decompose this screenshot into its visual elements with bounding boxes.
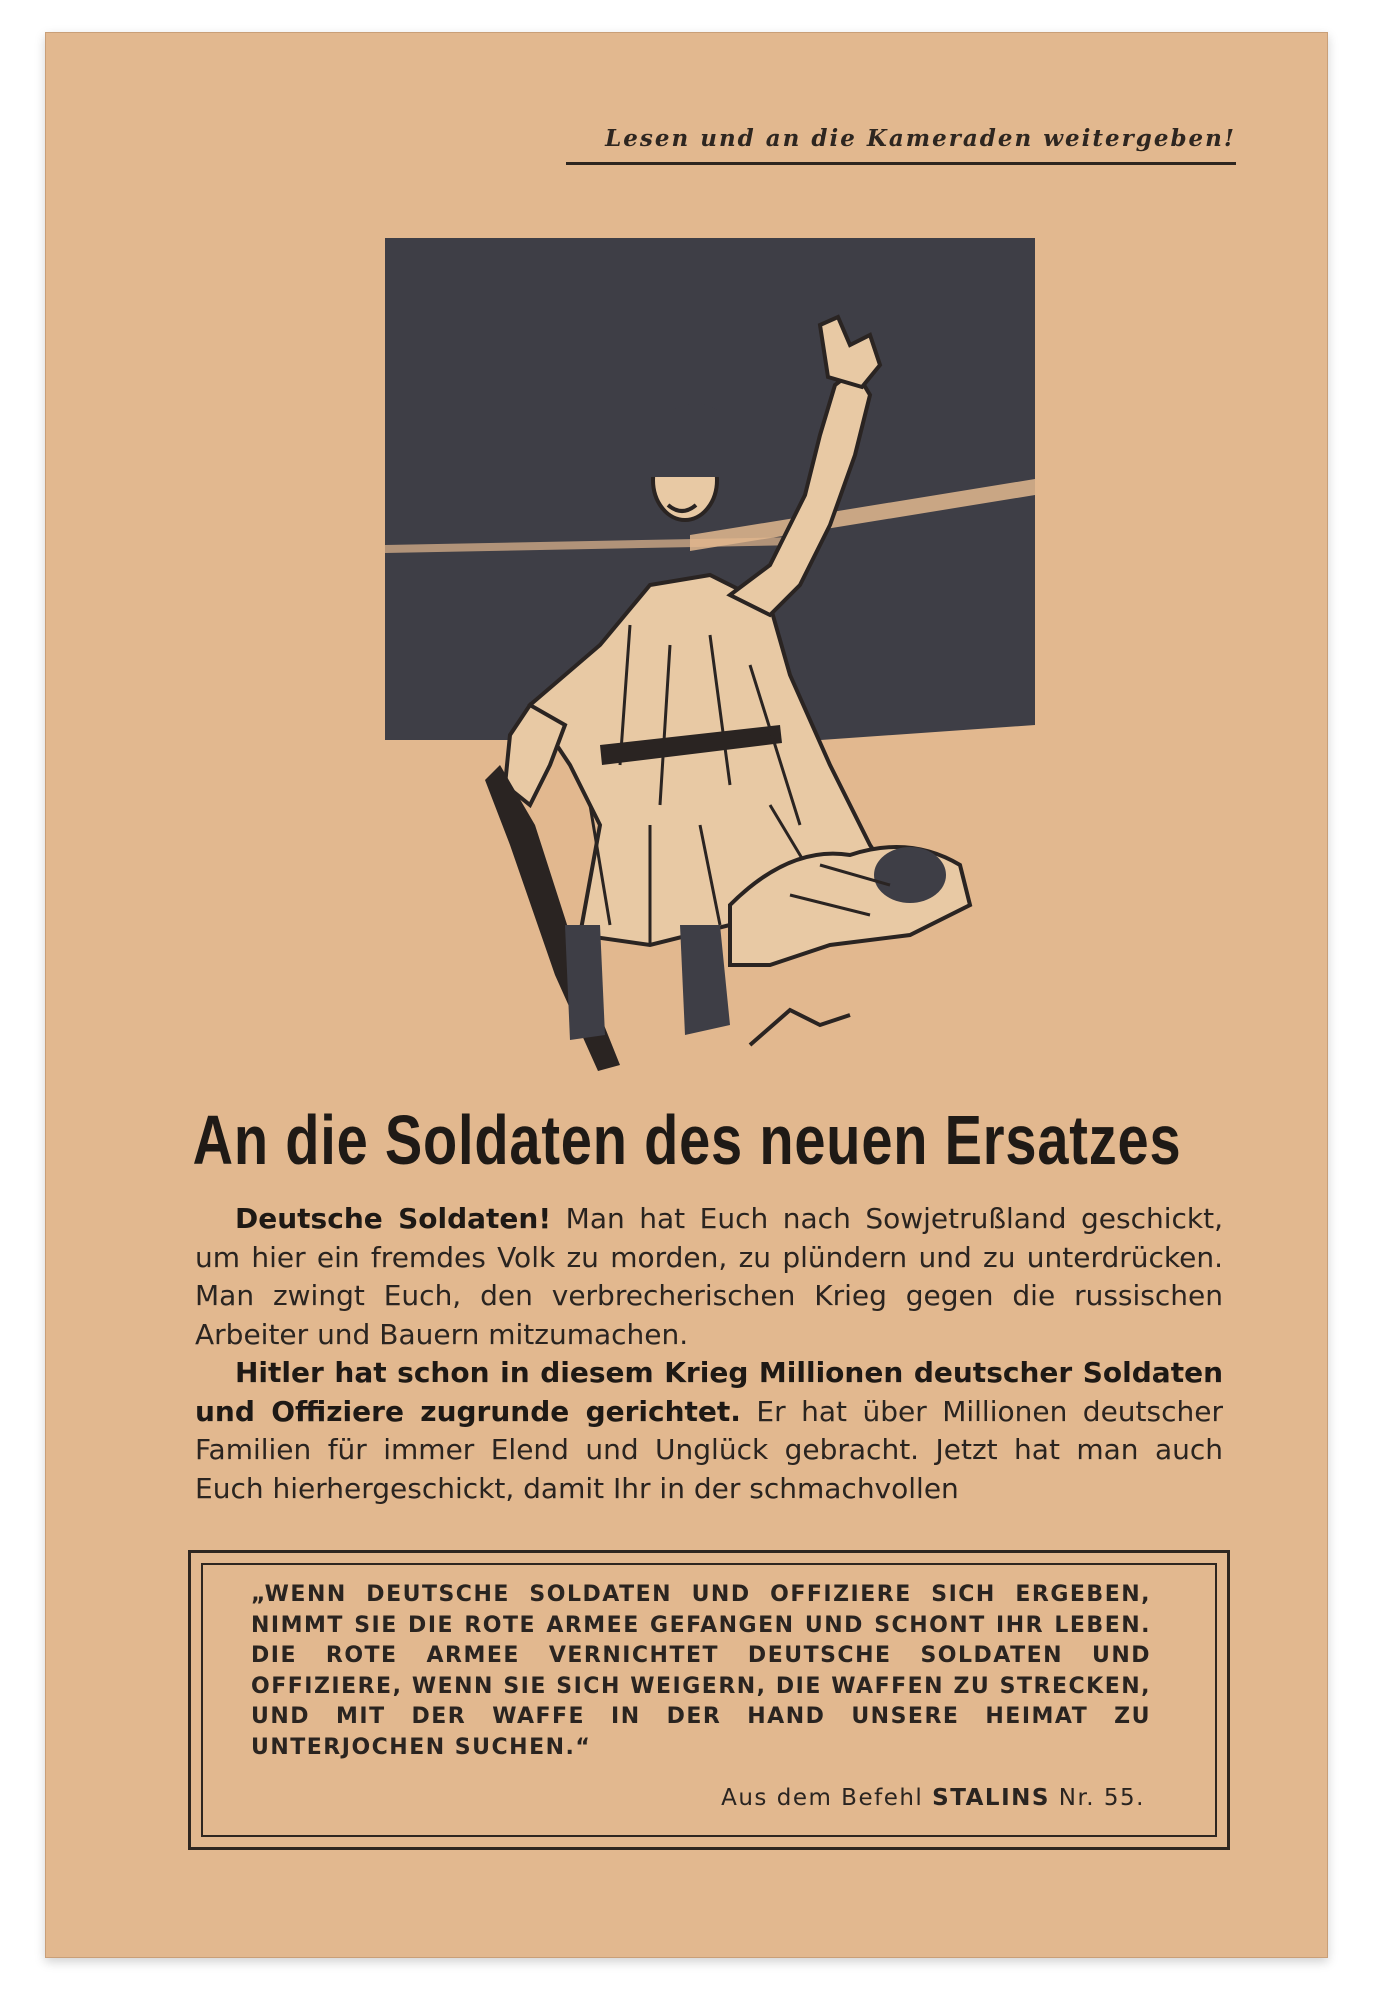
paragraph-1 (195, 1200, 1223, 1354)
quote-source-name: STALINS (932, 1785, 1050, 1811)
paragraph-2-text: Er hat über Millionen deutscher Familien für immer Elend und Unglück gebracht. Jetzt hat man auch Euch hierhergeschickt, damit Ihr in der schmachvollen (195, 1394, 1223, 1505)
tagline-underline (566, 162, 1236, 165)
paragraph-1-text: Man hat Euch nach Sowjetrußland geschickt, um hier ein fremdes Volk zu morden, zu plündern und zu unterdrücken. Man zwingt Euch, den verbrecherischen Krieg gegen die russischen Arbeiter und Bauern mitzumachen. (195, 1202, 1223, 1351)
stalin-quote-box (188, 1550, 1230, 1850)
paragraph-1-lead: Deutsche Soldaten! (235, 1202, 552, 1235)
woodcut-soldier-illustration (350, 205, 1060, 1095)
quote-source (721, 1785, 1145, 1811)
headline: An die Soldaten des neuen Ersatzes (192, 1101, 1182, 1179)
tagline: Lesen und an die Kameraden weitergeben! (605, 125, 1236, 152)
quote-source-prefix: Aus dem Befehl (721, 1785, 933, 1811)
paragraph-2-lead: Hitler hat schon in diesem Krieg Millionen deutscher Soldaten und Offiziere zugrunde gerichtet. (195, 1356, 1223, 1428)
quote-source-suffix: Nr. 55. (1049, 1785, 1145, 1811)
body-text (195, 1200, 1223, 1508)
quote-text: „WENN DEUTSCHE SOLDATEN UND OFFIZIERE SICH ERGEBEN, NIMMT SIE DIE ROTE ARMEE GEFANGEN UND SCHONT IHR LEBEN. DIE ROTE ARMEE VERNICHTET DEUTSCHE SOLDATEN UND OFFIZIERE, WENN SIE SICH WEIGERN, DIE WAFFEN ZU STRECKEN, UND MIT DER WAFFE IN DER HAND UNSERE HEIMAT ZU UNTERJOCHEN SUCHEN.“ (251, 1582, 1151, 1760)
paragraph-2 (195, 1354, 1223, 1508)
